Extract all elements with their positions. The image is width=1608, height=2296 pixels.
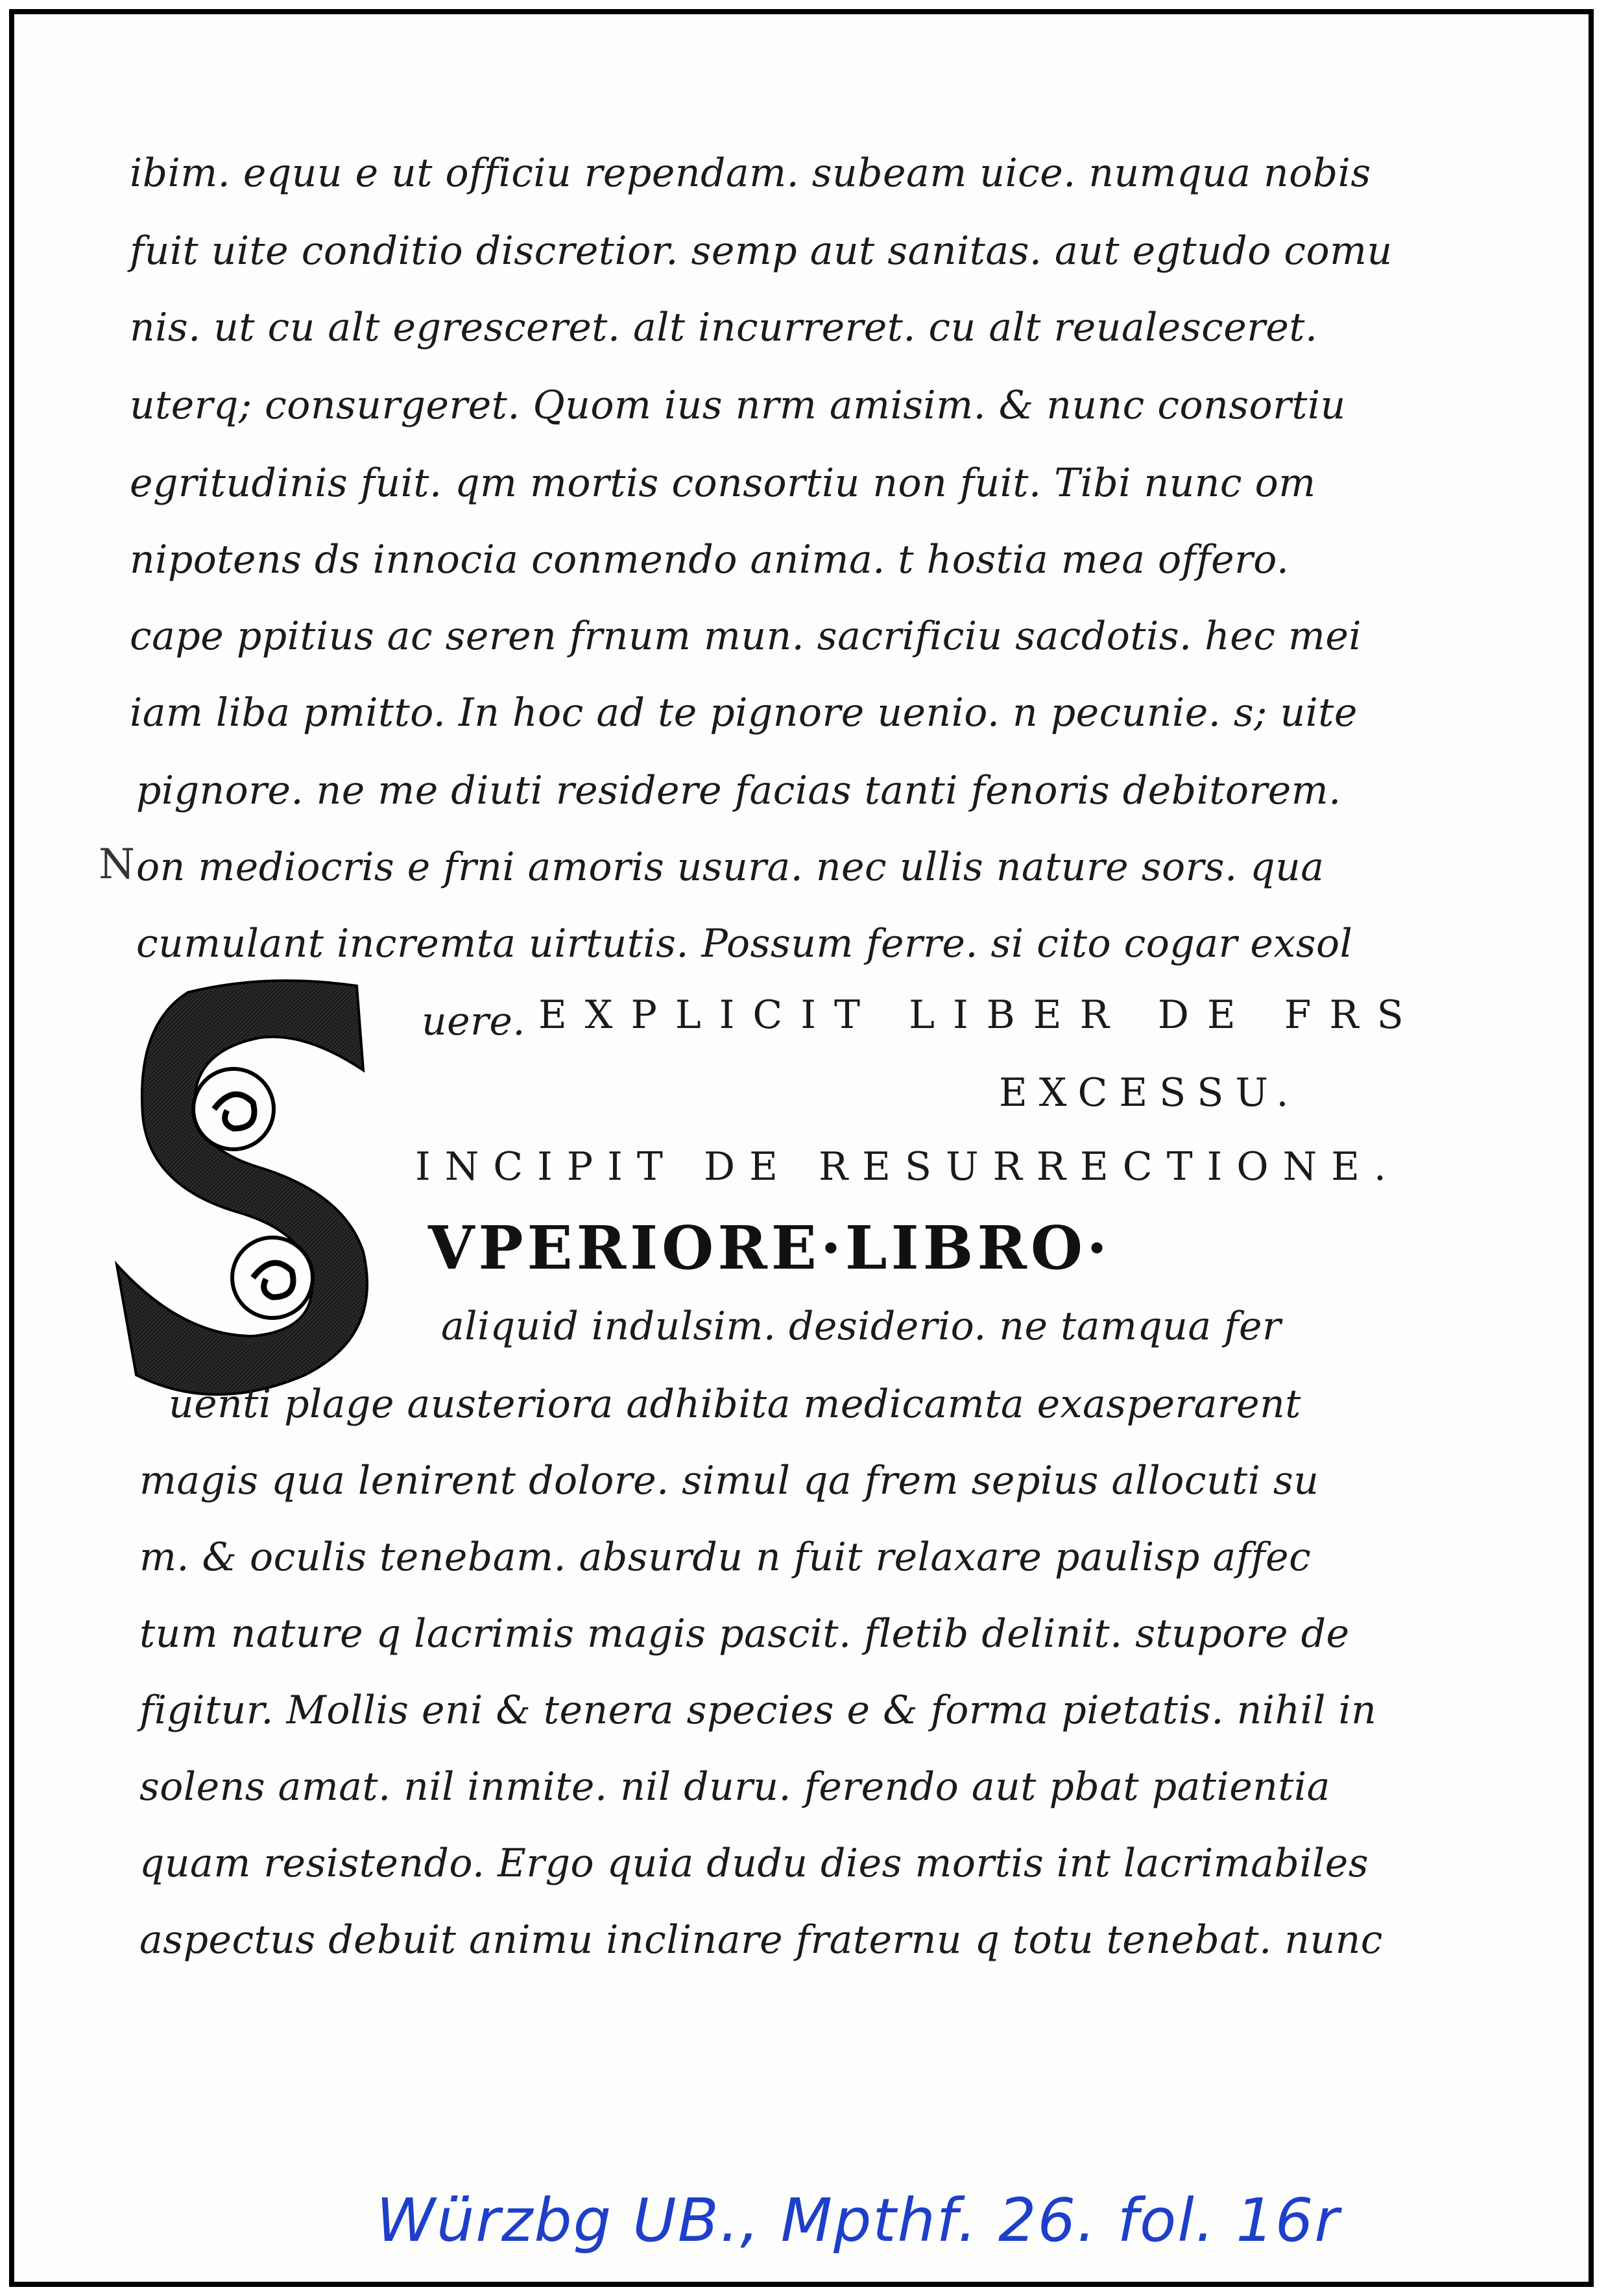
section-heading: VPERIORE·LIBRO·: [428, 1213, 1112, 1283]
text-line: solens amat. nil inmite. nil duru. ferendo aut pbat patientia: [139, 1764, 1330, 1810]
text-line: tum nature q lacrimis magis pascit. fletib delinit. stupore de: [139, 1611, 1350, 1656]
text-line: egritudinis fuit. qm mortis consortiu non fuit. Tibi nunc om: [130, 460, 1316, 506]
text-line: cape ppitius ac seren frnum mun. sacrificiu sacdotis. hec mei: [130, 614, 1362, 659]
explicit-rubric-continued: EXCESSU.: [999, 1070, 1301, 1116]
text-line: iam liba pmitto. In hoc ad te pignore uenio. n pecunie. s; uite: [130, 690, 1358, 735]
text-line: figitur. Mollis eni & tenera species e & forma pietatis. nihil in: [139, 1688, 1377, 1733]
incipit-rubric: INCIPIT DE RESURRECTIONE.: [415, 1144, 1400, 1190]
marginal-initial: N: [99, 841, 135, 889]
text-line: pignore. ne me diuti residere facias tanti fenoris debitorem.: [136, 768, 1341, 813]
text-line: cumulant incremta uirtutis. Possum ferre. si cito cogar exsol: [136, 921, 1353, 966]
decorated-initial: [110, 973, 396, 1401]
text-line: uenti plage austeriora adhibita medicamta exasperarent: [169, 1381, 1301, 1427]
explicit-rubric: EXPLICIT LIBER DE FRS: [538, 992, 1422, 1038]
text-line: uere.: [422, 999, 525, 1044]
text-line: aliquid indulsim. desiderio. ne tamqua fer: [441, 1304, 1282, 1349]
text-line: on mediocris e frni amoris usura. nec ullis nature sors. qua: [136, 844, 1325, 890]
text-line: uterq; consurgeret. Quom ius nrm amisim. & nunc consortiu: [130, 383, 1346, 428]
initial-s-illumination: [110, 973, 396, 1401]
library-shelfmark: Würzbg UB., Mpthf. 26. fol. 16r: [376, 2186, 1341, 2255]
text-line: m. & oculis tenebam. absurdu n fuit relaxare paulisp affec: [139, 1535, 1312, 1580]
text-line: fuit uite conditio discretior. semp aut sanitas. aut egtudo comu: [130, 228, 1393, 274]
text-line: magis qua lenirent dolore. simul qa frem sepius allocuti su: [139, 1458, 1319, 1503]
text-line: quam resistendo. Ergo quia dudu dies mortis int lacrimabiles: [139, 1841, 1369, 1886]
text-line: nipotens ds innocia conmendo anima. t hostia mea offero.: [130, 537, 1290, 582]
text-line: nis. ut cu alt egresceret. alt incurreret. cu alt reualesceret.: [130, 305, 1318, 350]
text-line: ibim. equu e ut officiu rependam. subeam uice. numqua nobis: [130, 150, 1371, 196]
text-line: aspectus debuit animu inclinare fraternu q totu tenebat. nunc: [139, 1917, 1383, 1963]
